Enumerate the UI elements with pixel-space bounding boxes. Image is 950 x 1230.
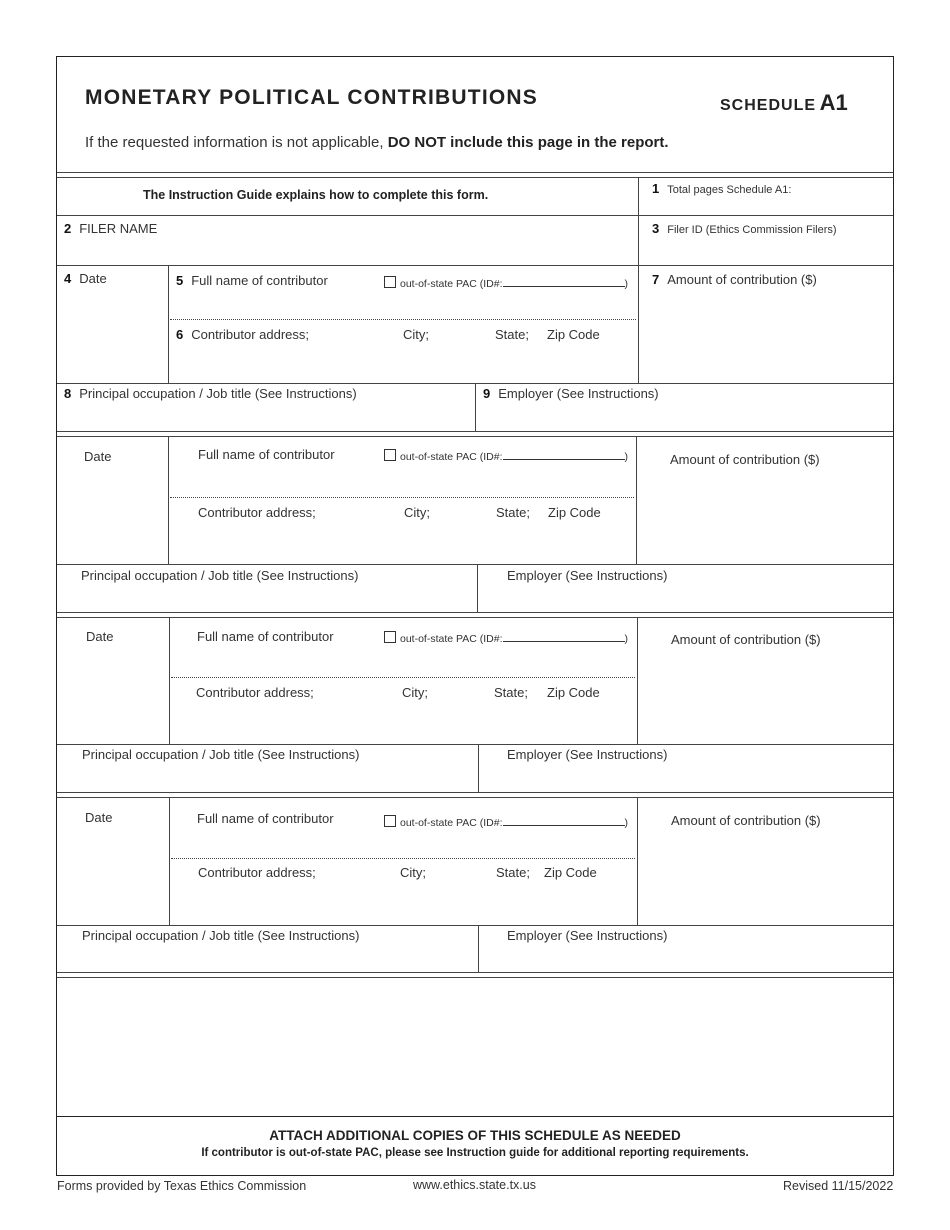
occupation-label: Principal occupation / Job title (See Instructions): [81, 568, 359, 583]
schedule-label: [720, 90, 848, 116]
employer-field[interactable]: [507, 568, 667, 583]
zip-label: Zip Code: [547, 685, 600, 700]
contributor-address-field[interactable]: [196, 685, 314, 700]
dotted-separator: [170, 497, 634, 498]
employer-field[interactable]: [507, 928, 667, 943]
date-label: Date: [86, 629, 114, 644]
schedule-word: SCHEDULE: [720, 97, 817, 114]
out-of-state-pac-option[interactable]: [384, 815, 628, 829]
contributor-name-field[interactable]: [197, 629, 334, 644]
rule-line: [57, 977, 893, 978]
pac-label: out-of-state PAC (ID#:: [400, 633, 503, 645]
address-label: Contributor address;: [196, 685, 314, 700]
contributor-address-field[interactable]: [198, 865, 316, 880]
amount-label: Amount of contribution ($): [671, 632, 821, 647]
form-title: MONETARY POLITICAL CONTRIBUTIONS: [85, 86, 538, 109]
attach-notice: ATTACH ADDITIONAL COPIES OF THIS SCHEDULE AS NEEDED: [269, 1128, 681, 1143]
rule-line: [57, 172, 893, 173]
filer-name-label: FILER NAME: [79, 221, 158, 236]
contributor-name-label: Full name of contributor: [198, 447, 335, 462]
field-number: 9: [483, 386, 491, 401]
field-number: 3: [652, 221, 660, 236]
footer-website[interactable]: www.ethics.state.tx.us: [413, 1178, 536, 1192]
field-number: 7: [652, 272, 660, 287]
contributor-address-field[interactable]: [176, 327, 309, 342]
rule-line: [57, 617, 893, 618]
rule-line: [57, 792, 893, 793]
pac-requirements-note: If contributor is out-of-state PAC, please see Instruction guide for additional reporting requirements.: [201, 1147, 749, 1159]
applicability-note: [85, 134, 669, 151]
rule-line: [57, 215, 893, 216]
column-divider: [478, 925, 479, 972]
employer-label: Employer (See Instructions): [507, 568, 668, 583]
rule-line: [57, 436, 893, 437]
dotted-separator: [170, 319, 636, 320]
applicability-note-prefix: If the requested information is not applicable,: [85, 134, 388, 151]
date-field[interactable]: [86, 629, 113, 644]
column-divider: [638, 177, 639, 383]
pac-close: ): [624, 817, 629, 829]
date-field[interactable]: [85, 810, 112, 825]
occupation-label: Principal occupation / Job title (See Instructions): [82, 928, 360, 943]
pac-checkbox[interactable]: [384, 276, 396, 288]
pac-id-blank[interactable]: [503, 816, 625, 826]
filer-id-label: Filer ID (Ethics Commission Filers): [667, 224, 837, 236]
field-number: 1: [652, 181, 660, 196]
pac-id-blank[interactable]: [503, 277, 625, 287]
date-label: Date: [84, 449, 112, 464]
employer-label: Employer (See Instructions): [507, 747, 668, 762]
dotted-separator: [171, 858, 635, 859]
amount-label: Amount of contribution ($): [667, 272, 817, 287]
state-label: State;: [496, 505, 530, 520]
rule-line: [57, 744, 893, 745]
occupation-field[interactable]: [82, 747, 359, 762]
contributor-name-label: Full name of contributor: [197, 629, 334, 644]
rule-line: [57, 564, 893, 565]
pac-id-blank[interactable]: [503, 450, 625, 460]
zip-label: Zip Code: [548, 505, 601, 520]
amount-label: Amount of contribution ($): [670, 452, 820, 467]
pac-checkbox[interactable]: [384, 449, 396, 461]
pac-close: ): [624, 278, 629, 290]
amount-field[interactable]: [671, 813, 821, 828]
contributor-name-label: Full name of contributor: [191, 273, 328, 288]
out-of-state-pac-option[interactable]: [384, 449, 628, 463]
contributor-name-field[interactable]: [176, 273, 328, 288]
amount-field[interactable]: [671, 632, 821, 647]
field-number: 5: [176, 273, 184, 288]
footer-revised: Revised 11/15/2022: [783, 1179, 894, 1193]
column-divider: [168, 436, 169, 564]
state-label: State;: [495, 327, 529, 342]
rule-line: [57, 925, 893, 926]
occupation-field[interactable]: [81, 568, 358, 583]
column-divider: [637, 617, 638, 744]
address-label: Contributor address;: [198, 505, 316, 520]
employer-field[interactable]: [483, 386, 659, 401]
contributor-name-label: Full name of contributor: [197, 811, 334, 826]
pac-id-blank[interactable]: [503, 632, 625, 642]
rule-line: [57, 972, 893, 973]
applicability-note-bold: DO NOT include this page in the report.: [387, 134, 669, 151]
address-label: Contributor address;: [191, 327, 310, 342]
pac-close: ): [624, 451, 629, 463]
rule-line: [57, 612, 893, 613]
rule-line: [57, 265, 893, 266]
rule-line: [57, 1116, 893, 1117]
column-divider: [169, 617, 170, 744]
out-of-state-pac-option[interactable]: [384, 276, 628, 290]
column-divider: [477, 564, 478, 612]
filer-name-field[interactable]: [64, 221, 157, 236]
employer-label: Employer (See Instructions): [498, 386, 659, 401]
contributor-name-field[interactable]: [198, 447, 335, 462]
pac-label: out-of-state PAC (ID#:: [400, 278, 503, 290]
address-label: Contributor address;: [198, 865, 316, 880]
footer-provider: Forms provided by Texas Ethics Commission: [57, 1179, 307, 1193]
rule-line: [57, 797, 893, 798]
field-number: 4: [64, 271, 72, 286]
pac-label: out-of-state PAC (ID#:: [400, 451, 503, 463]
schedule-code: A1: [819, 90, 848, 115]
city-label: City;: [402, 685, 428, 700]
city-label: City;: [404, 505, 430, 520]
field-number: 8: [64, 386, 72, 401]
pac-checkbox[interactable]: [384, 815, 396, 827]
column-divider: [478, 744, 479, 792]
state-label: State;: [494, 685, 528, 700]
date-label: Date: [85, 810, 113, 825]
occupation-field[interactable]: [64, 386, 357, 401]
amount-field[interactable]: [670, 452, 820, 467]
zip-label: Zip Code: [547, 327, 600, 342]
amount-label: Amount of contribution ($): [671, 813, 821, 828]
state-label: State;: [496, 865, 530, 880]
field-number: 6: [176, 327, 184, 342]
column-divider: [637, 797, 638, 925]
occupation-label: Principal occupation / Job title (See Instructions): [82, 747, 360, 762]
dotted-separator: [171, 677, 635, 678]
date-label: Date: [79, 271, 107, 286]
field-number: 2: [64, 221, 72, 236]
total-pages-label: Total pages Schedule A1:: [667, 184, 792, 196]
pac-checkbox[interactable]: [384, 631, 396, 643]
rule-line: [57, 177, 893, 178]
employer-field[interactable]: [507, 747, 667, 762]
column-divider: [168, 265, 169, 383]
occupation-label: Principal occupation / Job title (See Instructions): [79, 386, 357, 401]
out-of-state-pac-option[interactable]: [384, 631, 628, 645]
contributor-address-field[interactable]: [198, 505, 316, 520]
occupation-field[interactable]: [82, 928, 359, 943]
column-divider: [475, 383, 476, 431]
total-pages-field[interactable]: [652, 181, 791, 196]
city-label: City;: [400, 865, 426, 880]
rule-line: [57, 431, 893, 432]
employer-label: Employer (See Instructions): [507, 928, 668, 943]
column-divider: [169, 797, 170, 925]
filer-id-field[interactable]: [652, 221, 837, 236]
city-label: City;: [403, 327, 429, 342]
date-field[interactable]: [64, 271, 107, 286]
instruction-text: The Instruction Guide explains how to complete this form.: [143, 188, 489, 202]
column-divider: [636, 436, 637, 564]
amount-field[interactable]: [652, 272, 817, 287]
pac-close: ): [624, 633, 629, 645]
date-field[interactable]: [84, 449, 111, 464]
zip-label: Zip Code: [544, 865, 597, 880]
pac-label: out-of-state PAC (ID#:: [400, 817, 503, 829]
contributor-name-field[interactable]: [197, 811, 334, 826]
